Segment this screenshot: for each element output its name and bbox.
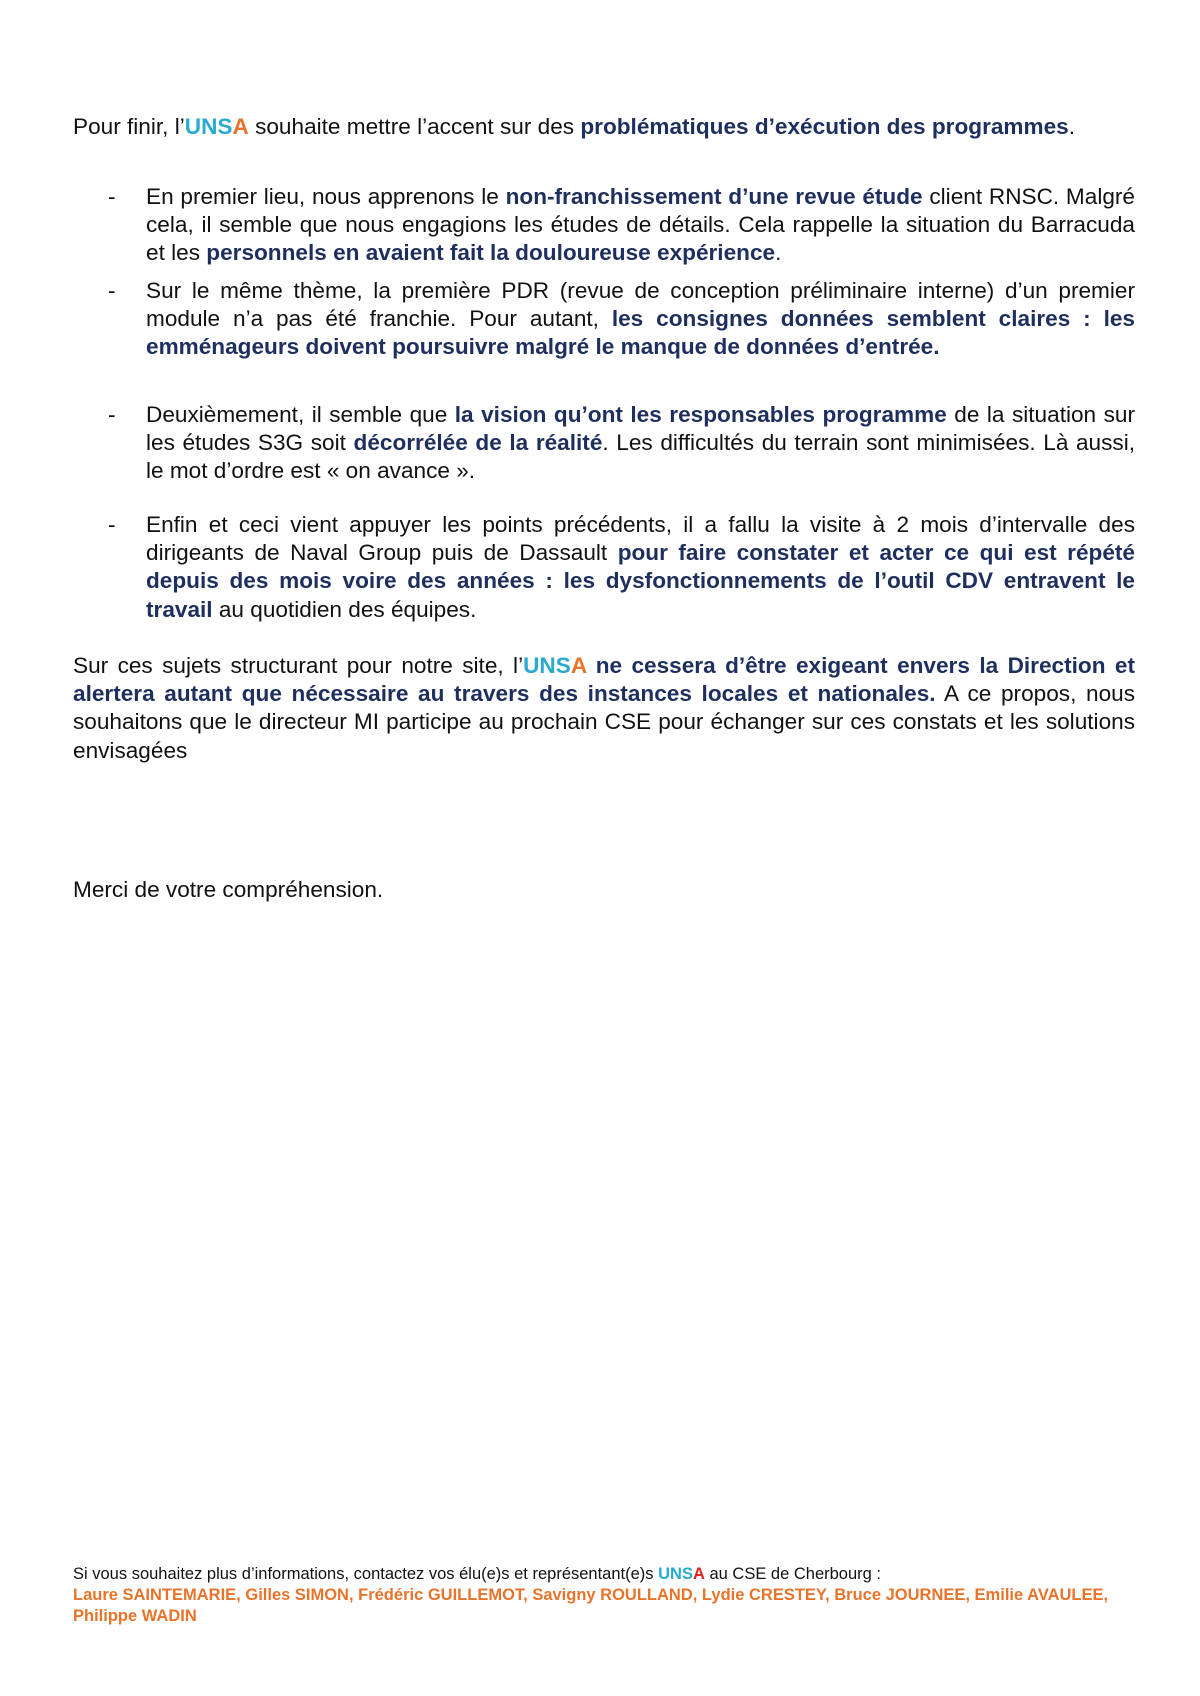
item-emphasis: pour faire constater et acter ce qui est répété depuis des mois voire des années : les dysfonctionnements de l’outil CDV entravent le travail xyxy=(146,540,1135,622)
conclusion-text-2: A ce propos, nous souhaitons que le directeur MI participe au prochain CSE pour échanger sur ces constats et les solutions envisagées xyxy=(73,681,1135,763)
unsa-logo-text: UNS xyxy=(523,653,571,678)
intro-emphasis: problématiques d’exécution des programmes xyxy=(580,114,1069,139)
item-text: Deuxièmement, il semble que xyxy=(146,402,455,427)
item-emphasis: décorrélée de la réalité xyxy=(353,430,603,456)
list-item xyxy=(73,401,1135,486)
list-item xyxy=(73,511,1135,624)
footer-contact-line xyxy=(73,1564,1135,1585)
intro-text-2: souhaite mettre l’accent sur des xyxy=(248,114,581,139)
conclusion-paragraph xyxy=(73,652,1135,765)
item-text: Sur le même thème, la première PDR (revue de conception préliminaire interne) d’un premier module n’a pas été franchie. Pour autant, xyxy=(146,278,1135,332)
list-item xyxy=(73,277,1135,362)
conclusion-text: Sur ces sujets structurant pour notre site, l’ xyxy=(73,653,524,678)
dash-marker: - xyxy=(108,512,116,537)
item-text: client RNSC. Malgré cela, il semble que nous engagions les études de détails. Cela rappelle la situation du Barracuda et les xyxy=(146,184,1135,266)
dash-marker: - xyxy=(108,278,116,303)
closing-text: Merci de votre compréhension. xyxy=(73,877,384,902)
footer xyxy=(73,1564,1135,1627)
intro-text-3: . xyxy=(1068,114,1076,139)
item-text: de la situation sur les études S3G soit xyxy=(146,402,1135,456)
item-emphasis: personnels en avaient fait la douloureuse expérience xyxy=(206,240,776,266)
unsa-logo-text-a: A xyxy=(232,114,249,139)
item-emphasis: les consignes données semblent claires : les emménageurs doivent poursuivre malgré le manque de données d’entrée. xyxy=(146,306,1135,360)
item-emphasis: la vision qu’ont les responsables programme xyxy=(454,402,947,427)
item-text: . Les difficultés du terrain sont minimisées. Là aussi, le mot d’ordre est « on avance ». xyxy=(146,430,1136,484)
dash-marker: - xyxy=(108,184,116,209)
item-text: au quotidien des équipes. xyxy=(212,596,477,622)
unsa-logo-text: UNS xyxy=(184,114,233,139)
intro-text: Pour finir, l’ xyxy=(73,114,185,139)
unsa-logo-text-a: A xyxy=(570,653,587,678)
dash-marker: - xyxy=(108,402,116,427)
unsa-logo-text: UNS xyxy=(658,1565,693,1583)
item-text: . xyxy=(775,240,782,266)
footer-text-2: au CSE de Cherbourg : xyxy=(704,1565,881,1583)
intro-paragraph xyxy=(73,113,1135,141)
item-text: En premier lieu, nous apprenons le xyxy=(146,184,506,209)
footer-names: Laure SAINTEMARIE, Gilles SIMON, Frédéric GUILLEMOT, Savigny ROULLAND, Lydie CRESTEY, Bruce JOURNEE, Emilie AVAULEE, Philippe WADIN xyxy=(73,1586,1109,1625)
conclusion-emphasis: ne cessera d’être exigeant envers la Direction et alertera autant que nécessaire au travers des instances locales et nationales. xyxy=(73,653,1135,707)
unsa-logo-text-a: A xyxy=(692,1565,705,1583)
item-text: Enfin et ceci vient appuyer les points précédents, il a fallu la visite à 2 mois d’intervalle des dirigeants de Naval Group puis de Dassault xyxy=(146,512,1135,566)
list-item xyxy=(73,183,1135,268)
footer-text: Si vous souhaitez plus d’informations, contactez vos élu(e)s et représentant(e)s xyxy=(73,1565,659,1583)
item-emphasis: non-franchissement d’une revue étude xyxy=(505,184,923,209)
